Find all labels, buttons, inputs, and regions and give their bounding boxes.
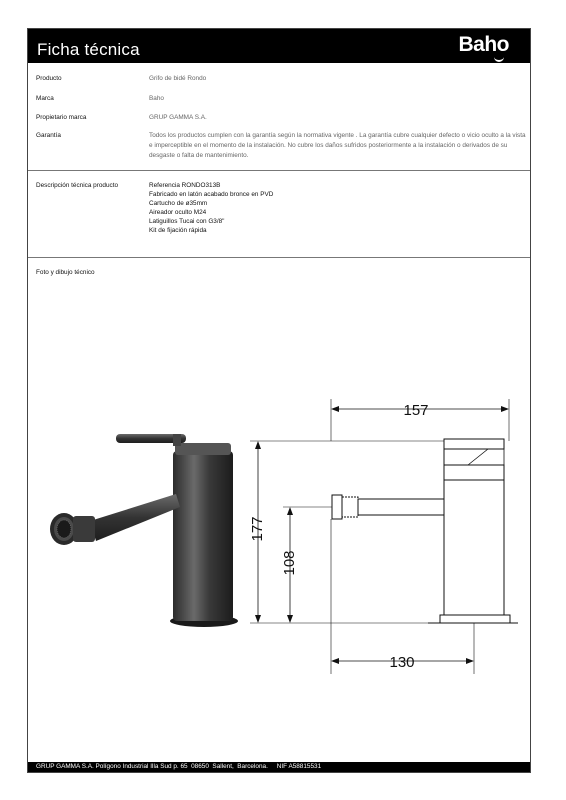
tech-line: Fabricado en latón acabado bronce en PVD (149, 191, 274, 198)
dimension-label-spout-height: 108 (281, 550, 298, 576)
info-value: GRUP GAMMA S.A. (149, 114, 207, 121)
footer-bar (28, 762, 530, 772)
base-outline (440, 615, 510, 623)
tech-line: Kit de fijación rápida (149, 227, 207, 234)
dimension-label-bottom-width: 130 (389, 654, 415, 671)
product-drawing-area (28, 29, 530, 764)
tech-line: Latiguillos Tucai con G3/8" (149, 218, 225, 225)
tech-line: Cartucho de ø35mm (149, 200, 208, 207)
dimension-label-top-width: 157 (403, 402, 429, 419)
dimension-label-total-height: 177 (249, 516, 266, 542)
lever-outline (444, 439, 504, 449)
photo-label: Foto y dibujo técnico (36, 269, 95, 276)
spout-outline (358, 499, 444, 515)
tech-line: Referencia RONDO313B (149, 182, 221, 189)
technical-drawing (250, 399, 518, 674)
brand-logo: Baho (458, 33, 509, 56)
info-label: Propietario marca (36, 114, 87, 121)
datasheet (27, 28, 531, 773)
aerator-outline (332, 495, 342, 519)
info-value: Todos los productos cumplen con la garantía según la normativa vigente . La garantía cubre cualquier defecto o vicio oculto a la vista e imperceptible en el momento de la instalación. No cubre los daños sufridos posteriormente a la instalación o derivados de su desgaste o falta de mantenimiento. (149, 132, 526, 159)
page-title: Ficha técnica (37, 40, 140, 59)
info-value: Baho (149, 95, 164, 102)
footer-address: GRUP GAMMA S.A. Polígono Industrial Illa Sud p. 65 08650 Sallent, Barcelona. NIF A58815531 (36, 763, 322, 770)
info-label: Producto (36, 75, 62, 82)
info-label: Marca (36, 95, 54, 102)
product-photo (50, 434, 238, 627)
tech-label: Descripción técnica producto (36, 182, 119, 189)
tech-line: Aireador oculto M24 (149, 209, 207, 216)
info-value: Grifo de bidé Rondo (149, 75, 207, 82)
info-label: Garantía (36, 132, 61, 139)
body-top-outline (444, 465, 504, 480)
